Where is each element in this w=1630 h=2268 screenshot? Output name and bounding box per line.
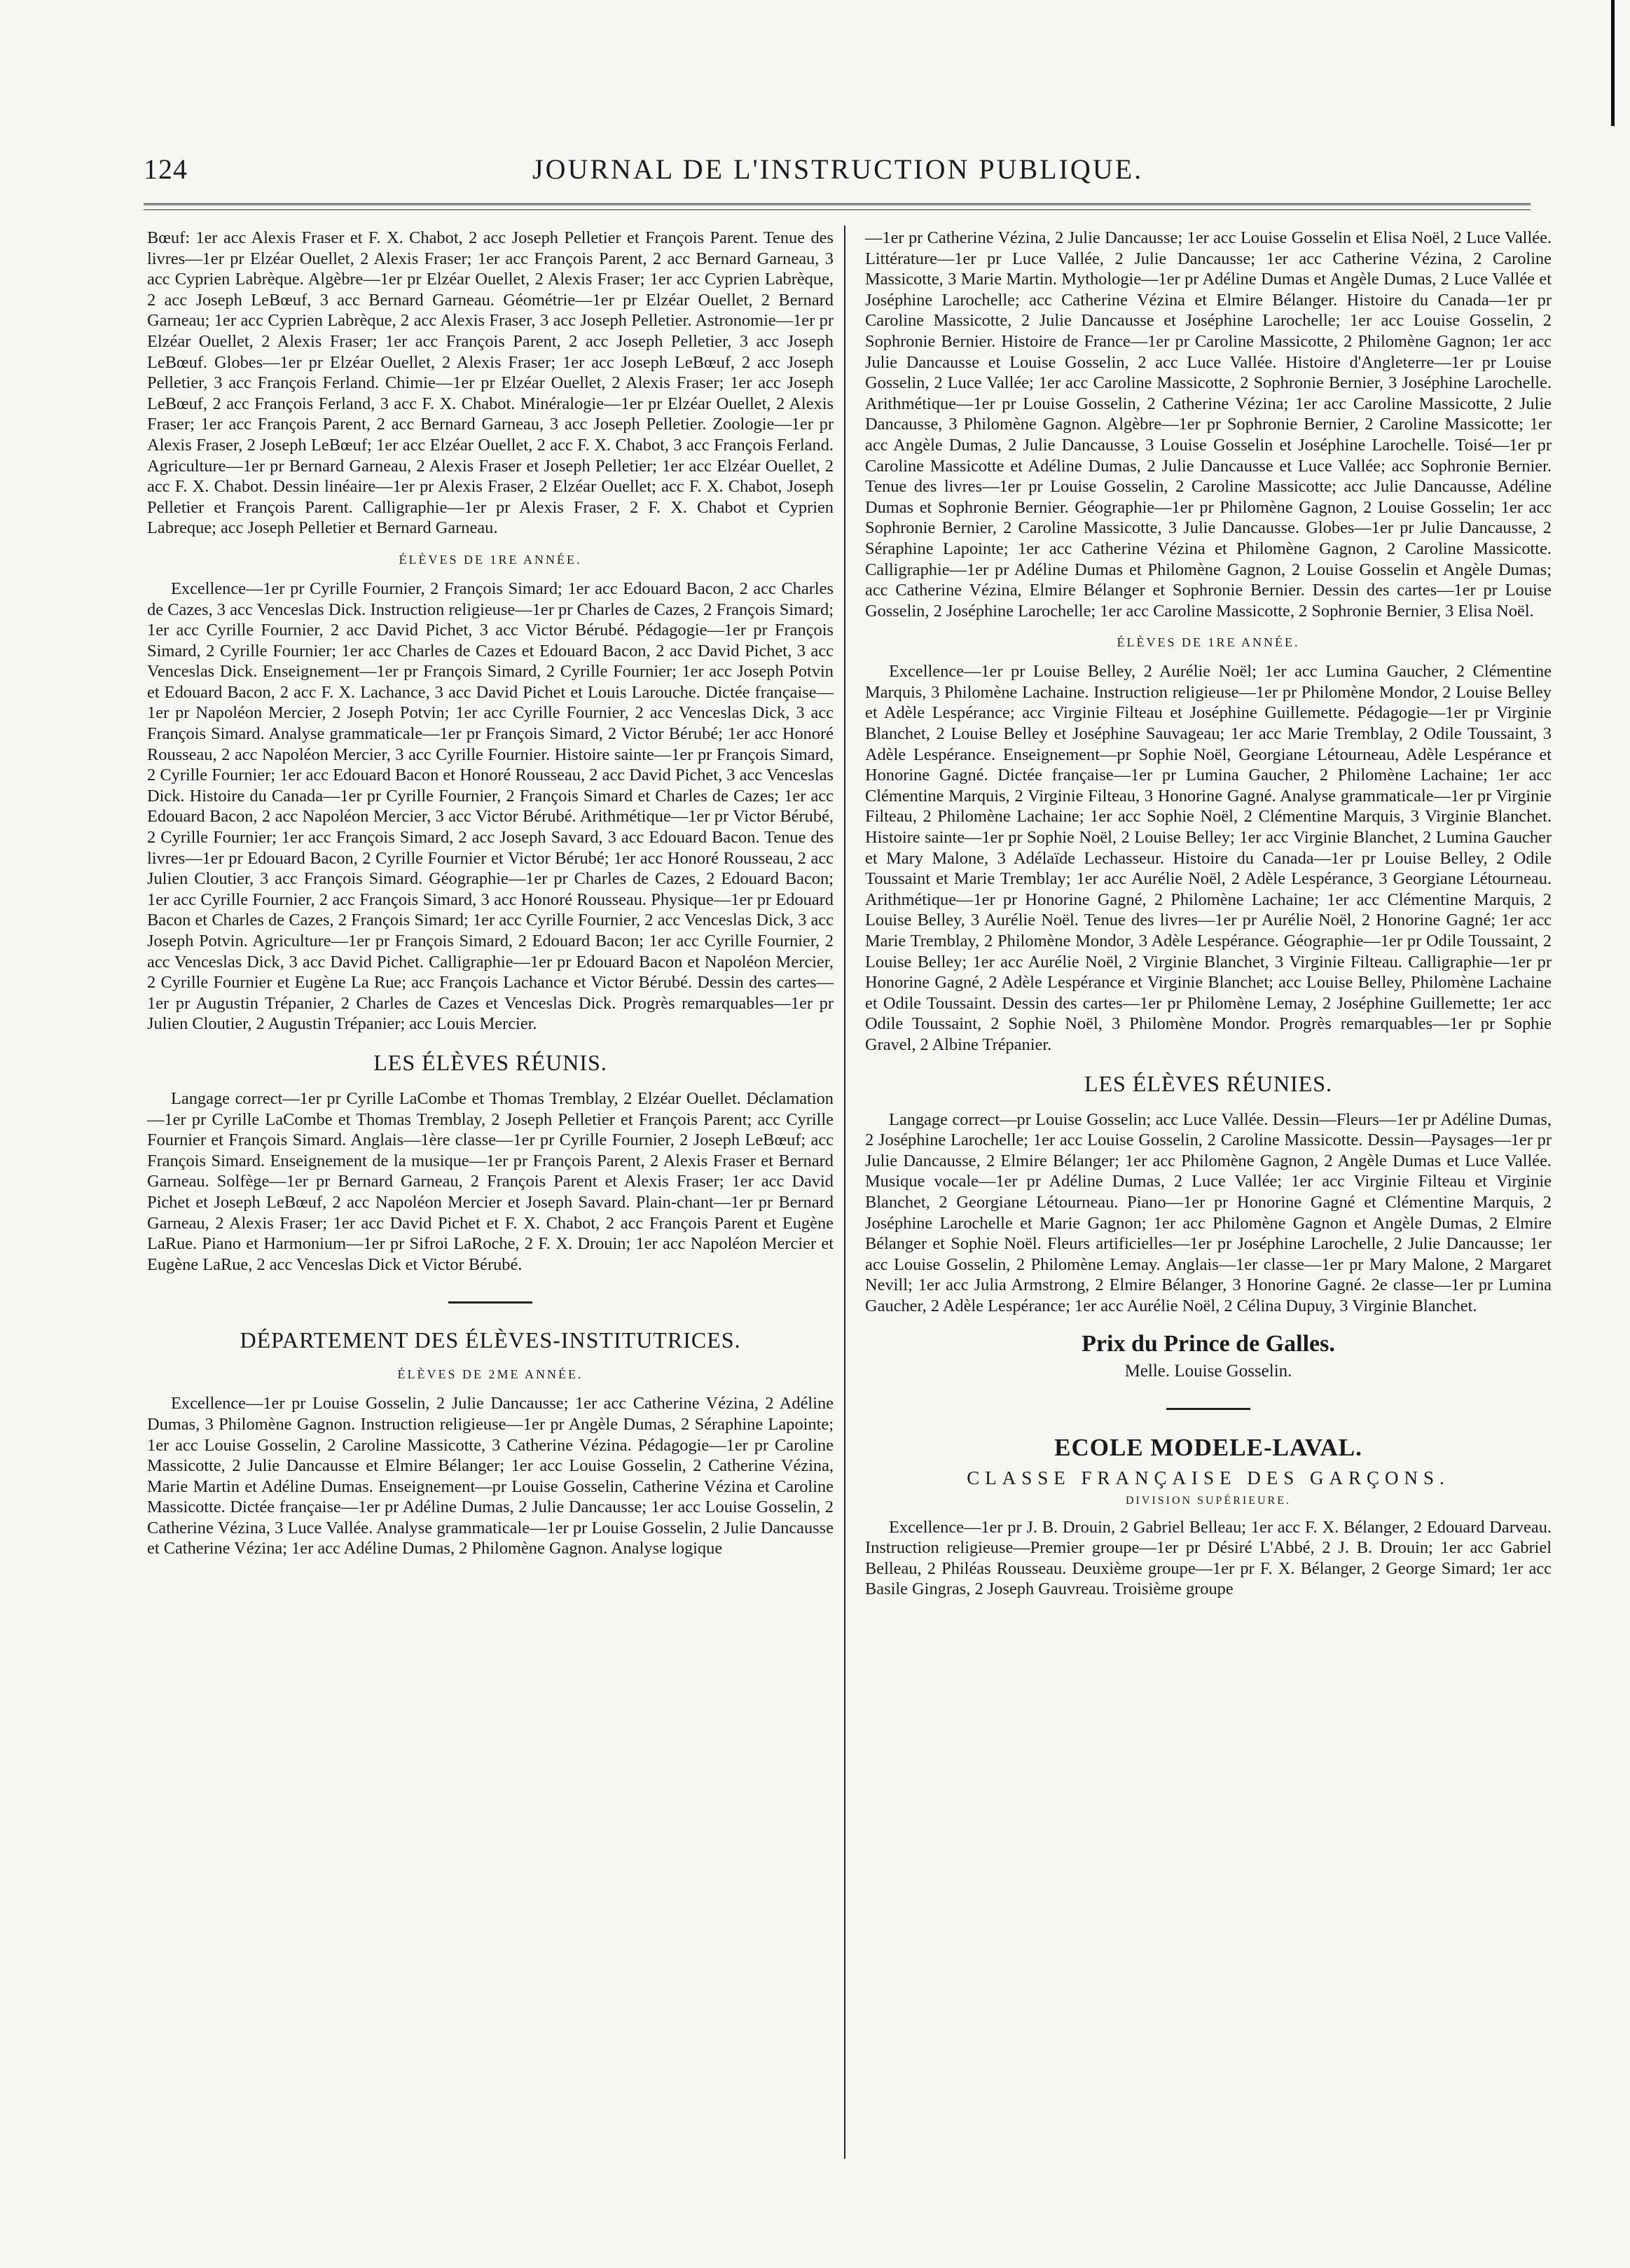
right-division-paragraph: Excellence—1er pr J. B. Drouin, 2 Gabriel Belleau; 1er acc F. X. Bélanger, 2 Edouard Darveau. Instruction religieuse—Premier groupe—1er pr Désiré L'Abbé, 2 J. B. Drouin; 1er acc Gabriel Belleau, 2 Philéas Rousseau. Deuxième groupe—1er pr F. X. Bélanger, 2 George Simard; 1er acc Basile Gingras, 2 Joseph Gauvreau. Troisième groupe — [865, 1517, 1552, 1599]
left-section-institutrices: DÉPARTEMENT DES ÉLÈVES-INSTITUTRICES. — [240, 1327, 741, 1353]
class-title: CLASSE FRANÇAISE DES GARÇONS. — [967, 1467, 1450, 1488]
left-section-divider — [448, 1301, 532, 1304]
left-continuation-paragraph: Bœuf: 1er acc Alexis Fraser et F. X. Chabot, 2 acc Joseph Pelletier et François Parent. Tenue des livres—1er pr Elzéar Ouellet, 2 Alexis Fraser; 1er acc François Parent, 2 acc Bernard Garneau, 3 acc Cyprien Labrèque. Algèbre—1er pr Elzéar Ouellet, 2 Alexis Fraser; 1er acc Cyprien Labrèque, 2 acc Joseph LeBœuf, 3 acc Bernard Garneau. Géométrie—1er pr Elzéar Ouellet, 2 Bernard Garneau; 1er acc Cyprien Labrèque, 2 acc Alexis Fraser, 3 acc Joseph Pelletier. Astronomie—1er pr Elzéar Ouellet, 2 Alexis Fraser; 1er acc François Parent, 2 acc Joseph Pelletier, 3 acc Joseph LeBœuf. Globes—1er pr Elzéar Ouellet, 2 Alexis Fraser; 1er acc Joseph LeBœuf, 2 acc Joseph Pelletier, 3 acc François Ferland. Chimie—1er pr Elzéar Ouellet, 2 Alexis Fraser; 1er acc Joseph LeBœuf, 2 acc François Ferland, 3 acc F. X. Chabot. Minéralogie—1er pr Elzéar Ouellet, 2 Alexis Fraser; 1er acc François Parent, 2 acc Bernard Garneau, 3 acc Joseph Pelletier. Zoologie—1er pr Alexis Fraser, 2 Joseph LeBœuf; 1er acc Elzéar Ouellet, 2 acc F. X. Chabot, 3 acc François Ferland. Agriculture—1er pr Bernard Garneau, 2 Alexis Fraser et Joseph Pelletier; 1er acc Elzéar Ouellet, 2 acc F. X. Chabot. Dessin linéaire—1er pr Alexis Fraser, 2 Elzéar Ouellet; acc F. X. Chabot, Joseph Pelletier et François Parent. Calligraphie—1er pr Alexis Fraser, 2 F. X. Chabot et Cyprien Labreque; acc Joseph Pelletier et Bernard Garneau. — [147, 228, 834, 538]
right-section-eleves-reunies: LES ÉLÈVES RÉUNIES. — [1084, 1070, 1333, 1096]
left-column — [147, 228, 834, 1559]
header-rule — [144, 203, 1531, 210]
right-section-divider — [1166, 1408, 1250, 1410]
right-column — [865, 228, 1552, 1600]
left-subheading-second-year: ÉLÈVES DE 2ME ANNÉE. — [397, 1367, 583, 1382]
division-title: DIVISION SUPÉRIEURE. — [1126, 1494, 1291, 1507]
right-continuation-paragraph: —1er pr Catherine Vézina, 2 Julie Dancausse; 1er acc Louise Gosselin et Elisa Noël, 2 Luce Vallée. Littérature—1er pr Luce Vallée, 2 Julie Dancausse; 1er acc Catherine Vézina, 2 Caroline Massicotte, 3 Marie Martin. Mythologie—1er pr Adéline Dumas et Angèle Dumas, 2 Luce Vallée et Joséphine Larochelle; acc Catherine Vézina et Elmire Bélanger. Histoire du Canada—1er pr Caroline Massicotte, 2 Julie Dancausse et Joséphine Larochelle; 1er acc Louise Gosselin, 2 Sophronie Bernier. Histoire de France—1er pr Caroline Massicotte, 2 Philomène Gagnon; 1er acc Julie Dancausse et Louise Gosselin, 2 acc Luce Vallée. Histoire d'Angleterre—1er pr Louise Gosselin, 2 Luce Vallée; 1er acc Caroline Massicotte, 2 Sophronie Bernier, 3 Joséphine Larochelle. Arithmétique—1er pr Louise Gosselin, 2 Catherine Vézina; 1er acc Caroline Massicotte, 2 Julie Dancausse, 3 Philomène Gagnon. Algèbre—1er pr Sophronie Bernier, 2 Caroline Massicotte; 1er acc Angèle Dumas, 2 Julie Dancausse, 3 Louise Gosselin et Joséphine Larochelle. Toisé—1er pr Caroline Massicotte et Adéline Dumas, 2 Julie Dancausse et Luce Vallée; acc Sophronie Bernier. Tenue des livres—1er pr Louise Gosselin, 2 Caroline Massicotte; acc Julie Dancausse, Adéline Dumas et Sophronie Bernier. Géographie—1er pr Philomène Gagnon, 2 Louise Gosselin; 1er acc Sophronie Bernier, 2 Caroline Massicotte, 3 Julie Dancausse. Globes—1er pr Julie Dancausse, 2 Séraphine Lapointe; 1er acc Catherine Vézina et Philomène Gagnon, 2 Caroline Massicotte. Calligraphie—1er pr Adéline Dumas et Philomène Gagnon, 2 Louise Gosselin et Angèle Dumas; acc Catherine Vézina, Elmire Bélanger et Sophronie Bernier. Dessin des cartes—1er pr Louise Gosselin, 2 Joséphine Larochelle; 1er acc Caroline Massicotte, 2 Sophronie Bernier, 3 Elisa Noël. — [865, 228, 1552, 621]
running-title: JOURNAL DE L'INSTRUCTION PUBLIQUE. — [532, 153, 1144, 185]
left-section-eleves-reunis: LES ÉLÈVES RÉUNIS. — [373, 1049, 607, 1075]
column-divider — [844, 226, 845, 2159]
school-title: ECOLE MODELE-LAVAL. — [1054, 1433, 1362, 1461]
left-subheading-first-year: ÉLÈVES DE 1RE ANNÉE. — [399, 552, 582, 567]
left-reunis-paragraph: Langage correct—1er pr Cyrille LaCombe et Thomas Tremblay, 2 Elzéar Ouellet. Déclamation—1er pr Cyrille LaCombe et Thomas Tremblay, 2 Joseph Pelletier et François Parent; acc Cyrille Fournier et François Simard. Anglais—1ère classe—1er pr Cyrille Fournier, 2 Joseph LeBœuf; acc François Simard. Enseignement de la musique—1er pr François Parent, 2 Alexis Fraser et Bernard Garneau. Solfège—1er pr Bernard Garneau, 2 François Parent et Alexis Fraser; 1er acc David Pichet et Joseph LeBœuf, 2 acc Napoléon Mercier et Joseph Savard. Plain-chant—1er pr Bernard Garneau, 2 Alexis Fraser; 1er acc David Pichet et F. X. Chabot, 2 acc François Parent et Eugène LaRue. Piano et Harmonium—1er pr Sifroi LaRoche, 2 F. X. Drouin; 1er acc Napoléon Mercier et Eugène LaRue, 2 acc Venceslas Dick et Victor Bérubé. — [147, 1088, 834, 1274]
prize-title: Prix du Prince de Galles. — [1082, 1330, 1335, 1357]
right-first-year-paragraph: Excellence—1er pr Louise Belley, 2 Aurélie Noël; 1er acc Lumina Gaucher, 2 Clémentine Marquis, 3 Philomène Lachaine. Instruction religieuse—1er pr Philomène Mondor, 2 Louise Belley et Adèle Lespérance; acc Virginie Filteau et Joséphine Guillemette. Pédagogie—1er pr Virginie Blanchet, 2 Louise Belley et Joséphine Sauvageau; 1er acc Marie Tremblay, 2 Odile Toussaint, 3 Adèle Lespérance. Enseignement—pr Sophie Noël, Georgiane Létourneau, Adèle Lespérance et Honorine Gagné. Dictée française—1er pr Lumina Gaucher, 2 Philomène Lachaine; 1er acc Clémentine Marquis, 2 Virginie Filteau, 3 Honorine Gagné. Analyse grammaticale—1er pr Virginie Filteau, 2 Philomène Lachaine; 1er acc Sophie Noël, 2 Clémentine Marquis, 3 Virginie Blanchet. Histoire sainte—1er pr Sophie Noël, 2 Louise Belley; 1er acc Virginie Blanchet, 2 Lumina Gaucher et Mary Malone, 3 Adélaïde Lechasseur. Histoire du Canada—1er pr Louise Belley, 2 Odile Toussaint et Marie Tremblay; 1er acc Aurélie Noël, 2 Adèle Lespérance, 3 Georgiane Létourneau. Arithmétique—1er pr Honorine Gagné, 2 Philomène Lachaine; 1er acc Clémentine Marquis, 2 Louise Belley, 3 Aurélie Noël. Tenue des livres—1er pr Aurélie Noël, 2 Honorine Gagné; 1er acc Marie Tremblay, 2 Philomène Mondor, 3 Adèle Lespérance. Géographie—1er pr Odile Toussaint, 2 Louise Belley; 1er acc Aurélie Noël, 2 Virginie Blanchet, 3 Virginie Filteau. Calligraphie—1er pr Honorine Gagné, 2 Adèle Lespérance et Virginie Blanchet; acc Louise Belley, Philomène Lachaine et Odile Toussaint. Dessin des cartes—1er pr Philomène Lemay, 2 Joséphine Guillemette; 1er acc Odile Toussaint, 2 Sophie Noël, 3 Philomène Mondor. Progrès remarquables—1er pr Sophie Gravel, 2 Albine Trépanier. — [865, 662, 1552, 1054]
scan-edge-bar — [1611, 0, 1615, 126]
right-reunies-paragraph: Langage correct—pr Louise Gosselin; acc Luce Vallée. Dessin—Fleurs—1er pr Adéline Dumas, 2 Joséphine Larochelle; 1er acc Louise Gosselin, 2 Caroline Massicotte. Dessin—Paysages—1er pr Julie Dancausse, 2 Elmire Bélanger; 1er acc Philomène Gagnon, 2 Angèle Dumas et Luce Vallée. Musique vocale—1er pr Adéline Dumas, 2 Luce Vallée; 1er acc Virginie Filteau et Virginie Blanchet, 2 Georgiane Létourneau. Piano—1er pr Honorine Gagné et Clémentine Marquis, 2 Joséphine Larochelle et Marie Gagnon; 1er acc Philomène Gagnon et Angèle Dumas, 2 Elmire Bélanger et Sophie Noël. Fleurs artificielles—1er pr Joséphine Larochelle, 2 Julie Dancausse; 1er acc Louise Gosselin, 2 Philomène Lemay. Anglais—1er classe—1er pr Mary Malone, 2 Margaret Nevill; 1er acc Julia Armstrong, 2 Elmire Bélanger, 3 Honorine Gagné. 2e classe—1er pr Lumina Gaucher, 2 Adèle Lespérance; 1er acc Aurélie Noël, 2 Célina Dupuy, 3 Virginie Blanchet. — [865, 1109, 1552, 1315]
page-number: 124 — [144, 153, 188, 185]
left-second-year-paragraph: Excellence—1er pr Louise Gosselin, 2 Julie Dancausse; 1er acc Catherine Vézina, 2 Adéline Dumas, 3 Philomène Gagnon. Instruction religieuse—1er pr Angèle Dumas, 2 Séraphine Lapointe; 1er acc Louise Gosselin, 2 Caroline Massicotte, 3 Catherine Vézina. Pédagogie—1er pr Caroline Massicotte, 2 Julie Dancausse et Elmire Bélanger; 1er acc Louise Gosselin, 2 Catherine Vézina, Marie Martin et Adéline Dumas. Enseignement—pr Louise Gosselin, Catherine Vézina et Caroline Massicotte. Dictée française—1er pr Adéline Dumas, 2 Julie Dancausse; 1er acc Louise Gosselin, 2 Catherine Vézina, 3 Luce Vallée. Analyse grammaticale—1er pr Louise Gosselin, 2 Julie Dancausse et Catherine Vézina; 1er acc Adéline Dumas, 2 Philomène Gagnon. Analyse logique — [147, 1394, 834, 1558]
prize-winner: Melle. Louise Gosselin. — [1124, 1361, 1292, 1381]
right-subheading-first-year: ÉLÈVES DE 1RE ANNÉE. — [1117, 635, 1300, 650]
left-first-year-paragraph: Excellence—1er pr Cyrille Fournier, 2 François Simard; 1er acc Edouard Bacon, 2 acc Charles de Cazes, 3 acc Venceslas Dick. Instruction religieuse—1er pr Charles de Cazes, 2 François Simard; 1er acc Cyrille Fournier, 2 acc David Pichet, 3 acc Victor Bérubé. Pédagogie—1er pr François Simard, 2 Cyrille Fournier; 1er acc Charles de Cazes et Edouard Bacon, 2 acc David Pichet, 3 acc Venceslas Dick. Enseignement—1er pr François Simard, 2 Cyrille Fournier; 1er acc Joseph Potvin et Edouard Bacon, 2 acc F. X. Lachance, 3 acc David Pichet et Louis Larouche. Dictée française—1er pr Napoléon Mercier, 2 Joseph Potvin; 1er acc Cyrille Fournier, 2 acc Venceslas Dick, 3 acc François Simard. Analyse grammaticale—1er pr François Simard, 2 Victor Bérubé; 1er acc Honoré Rousseau, 2 acc Napoléon Mercier, 3 acc Cyrille Fournier. Histoire sainte—1er pr François Simard, 2 Cyrille Fournier; 1er acc Edouard Bacon et Honoré Rousseau, 2 acc David Pichet, 3 acc Venceslas Dick. Histoire du Canada—1er pr Cyrille Fournier, 2 François Simard et Charles de Cazes; 1er acc Edouard Bacon, 2 acc Napoléon Mercier, 3 acc Victor Bérubé. Arithmétique—1er pr Victor Bérubé, 2 Cyrille Fournier; 1er acc François Simard, 2 acc Joseph Savard, 3 acc Edouard Bacon. Tenue des livres—1er pr Edouard Bacon, 2 Cyrille Fournier et Victor Bérubé; 1er acc Honoré Rousseau, 2 acc Julien Cloutier, 3 acc François Simard. Géographie—1er pr Charles de Cazes, 2 Edouard Bacon; 1er acc Cyrille Fournier, 2 acc François Simard, 3 acc Honoré Rousseau. Physique—1er pr Edouard Bacon et Charles de Cazes, 2 François Simard; 1er acc Cyrille Fournier, 2 acc Venceslas Dick, 3 acc Joseph Potvin. Agriculture—1er pr François Simard, 2 Edouard Bacon; 1er acc Cyrille Fournier, 2 acc Venceslas Dick, 3 acc David Pichet. Calligraphie—1er pr Edouard Bacon et Napoléon Mercier, 2 Cyrille Fournier et Eugène La Rue; acc François Lachance et Victor Bérubé. Dessin des cartes—1er pr Augustin Trépanier, 2 Charles de Cazes et Venceslas Dick. Progrès remarquables—1er pr Julien Cloutier, 2 Augustin Trépanier; acc Louis Mercier. — [147, 579, 834, 1034]
